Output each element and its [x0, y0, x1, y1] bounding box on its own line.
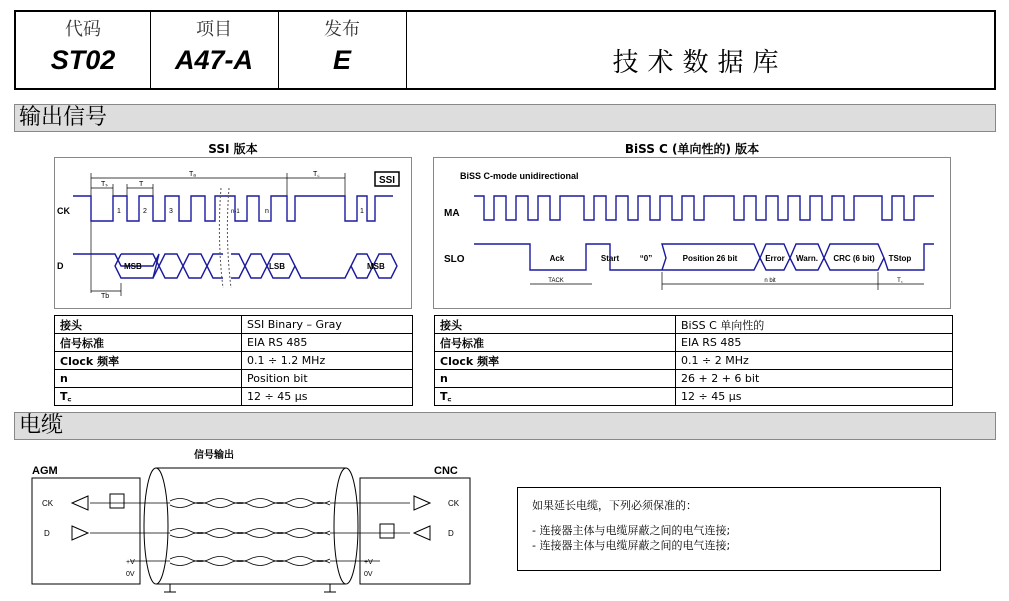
ssi-pulse-r1: 1 — [360, 208, 364, 215]
code-value: ST02 — [50, 45, 116, 75]
ssi-timing-diagram — [54, 157, 412, 309]
ssi-tb-label: Tb — [101, 293, 110, 300]
ssi-pulse-n1: n-1 — [231, 209, 240, 215]
table-cell: BiSS C 单向性的 — [676, 316, 953, 334]
cable-wiring-diagram — [30, 446, 476, 596]
agm-label: AGM — [32, 465, 58, 477]
ssi-caption: SSI 版本 — [208, 142, 258, 156]
table-cell: 12 ÷ 45 µs — [676, 388, 953, 406]
table-cell: 信号标准 — [55, 334, 242, 352]
code-label: 代码 — [65, 19, 101, 40]
signal-output-label: 信号输出 — [194, 450, 234, 461]
code-cell — [16, 12, 151, 88]
header-box — [14, 10, 996, 90]
cable-note-item: - 连接器主体与电缆屏蔽之间的电气连接; — [532, 524, 731, 537]
biss-start-label: Start — [600, 254, 620, 263]
cable-section-title: 电缆 — [14, 412, 996, 440]
table-cell: EIA RS 485 — [676, 334, 953, 352]
biss-error-label: Error — [765, 254, 785, 263]
table-row — [435, 370, 953, 388]
table-cell: T꜀ — [435, 388, 676, 406]
biss-slo-label: SLO — [444, 254, 465, 265]
table-row — [55, 316, 413, 334]
biss-ma-label: MA — [444, 208, 460, 219]
cnc-v-label: +V — [364, 559, 373, 566]
table-row — [435, 334, 953, 352]
table-cell: 26 + 2 + 6 bit — [676, 370, 953, 388]
biss-crc-label: CRC (6 bit) — [833, 254, 875, 263]
cable-note-box — [517, 487, 941, 571]
ssi-lsb-label: LSB — [269, 262, 285, 271]
ssi-timing-svg — [55, 158, 411, 308]
table-cell: Position bit — [242, 370, 413, 388]
release-cell — [278, 12, 407, 88]
release-label: 发布 — [324, 19, 360, 40]
cnc-label: CNC — [434, 465, 458, 477]
biss-timing-diagram — [433, 157, 951, 309]
agm-ck-label: CK — [42, 499, 54, 508]
biss-caption: BiSS C (单向性的) 版本 — [624, 142, 760, 156]
table-cell: 信号标准 — [435, 334, 676, 352]
output-section-title: 输出信号 — [14, 104, 996, 132]
table-cell: 12 ÷ 45 µs — [242, 388, 413, 406]
agm-d-label: D — [44, 529, 50, 538]
table-cell: SSI Binary – Gray — [242, 316, 413, 334]
biss-timing-svg — [434, 158, 950, 308]
ssi-t-label: T — [139, 181, 144, 188]
biss-warn-label: Warn. — [796, 254, 818, 263]
agm-v-label: +V — [126, 559, 135, 566]
ssi-msb2-label: MSB — [367, 262, 385, 271]
table-cell: EIA RS 485 — [242, 334, 413, 352]
cable-wiring-svg — [30, 446, 476, 596]
biss-tack-label: TACK — [548, 278, 564, 284]
table-row — [55, 352, 413, 370]
biss-position-label: Position 26 bit — [682, 254, 738, 263]
table-cell: 0.1 ÷ 2 MHz — [676, 352, 953, 370]
table-cell: n — [55, 370, 242, 388]
item-cell — [150, 12, 279, 88]
table-row — [55, 388, 413, 406]
agm-0v-label: 0V — [126, 571, 135, 578]
table-cell: 接头 — [435, 316, 676, 334]
release-value: E — [332, 45, 351, 75]
ssi-pulse-3: 3 — [169, 208, 173, 215]
ssi-pulse-n: n — [265, 208, 269, 215]
ssi-msb-label: MSB — [124, 262, 142, 271]
biss-tstop-label: TStop — [888, 254, 912, 263]
ssi-tc-label: T꜀ — [313, 171, 320, 178]
item-label: 项目 — [196, 19, 232, 40]
table-cell: n — [435, 370, 676, 388]
table-cell: Clock 频率 — [435, 352, 676, 370]
biss-tc-label: T꜀ — [897, 278, 903, 284]
biss-mode-label: BiSS C-mode unidirectional — [460, 171, 579, 181]
cable-note-item: - 连接器主体与电缆屏蔽之间的电气连接; — [532, 539, 731, 552]
ssi-ta-label: Tₐ — [189, 171, 196, 178]
ssi-ck-label: CK — [57, 206, 70, 216]
table-row — [435, 388, 953, 406]
document-title: 技术数据库 — [612, 48, 788, 78]
table-row — [435, 352, 953, 370]
ssi-d-label: D — [57, 261, 64, 271]
table-cell: T꜀ — [55, 388, 242, 406]
table-cell: 0.1 ÷ 1.2 MHz — [242, 352, 413, 370]
table-cell: 接头 — [55, 316, 242, 334]
biss-ack-label: Ack — [549, 254, 565, 263]
ssi-badge: SSI — [378, 175, 396, 186]
cnc-0v-label: 0V — [364, 571, 373, 578]
biss-spec-table — [434, 315, 953, 406]
biss-zero-label: “0” — [639, 254, 653, 263]
item-value: A47-A — [174, 45, 254, 75]
cnc-ck-label: CK — [448, 499, 460, 508]
biss-nbit-label: n bit — [764, 278, 776, 284]
ssi-spec-table — [54, 315, 413, 406]
cnc-d-label: D — [448, 529, 454, 538]
ssi-ts-label: Tₛ — [101, 181, 108, 188]
ssi-pulse-2: 2 — [143, 208, 147, 215]
table-row — [435, 316, 953, 334]
cable-note-title: 如果延长电缆，下列必须保准的： — [532, 499, 697, 512]
table-row — [55, 370, 413, 388]
table-cell: Clock 频率 — [55, 352, 242, 370]
ssi-pulse-1: 1 — [117, 208, 121, 215]
table-row — [55, 334, 413, 352]
